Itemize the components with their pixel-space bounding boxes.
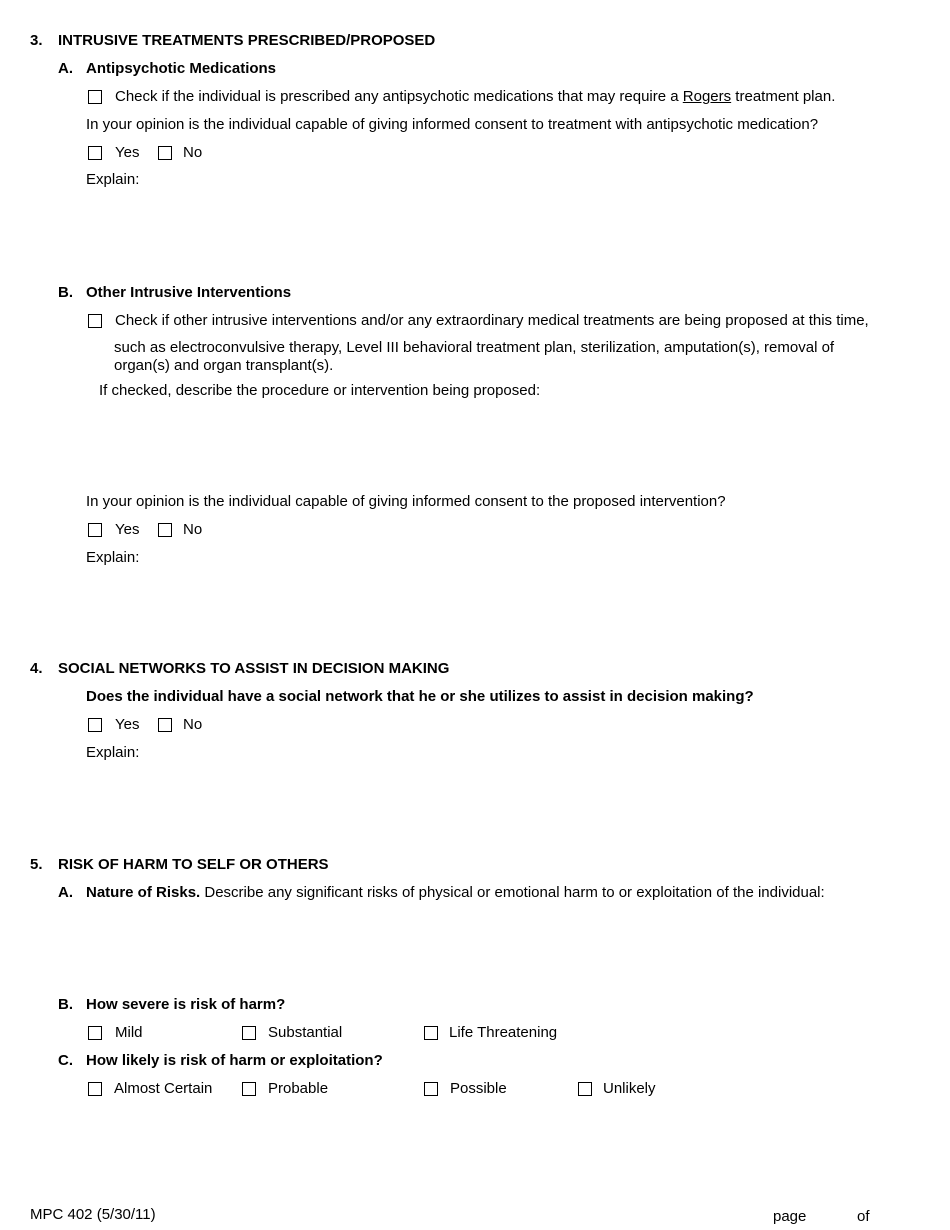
intrusive-check-line-2: such as electroconvulsive therapy, Level III behavioral treatment plan, sterilization, amputation(s), removal of [114, 339, 835, 356]
section-4-title: SOCIAL NETWORKS TO ASSIST IN DECISION MAKING [58, 660, 450, 677]
section-3-title: INTRUSIVE TREATMENTS PRESCRIBED/PROPOSED [58, 32, 436, 49]
antipsychotic-yes-label: Yes [115, 144, 140, 161]
antipsychotic-rogers-checkbox[interactable] [88, 90, 102, 104]
intrusive-yes-checkbox[interactable] [88, 523, 102, 537]
severity-mild-label: Mild [115, 1024, 143, 1041]
section-3-number: 3. [30, 32, 43, 49]
antipsychotic-check-text: Check if the individual is prescribed any antipsychotic medications that may require a Rogers treatment plan. [115, 88, 836, 105]
severity-life-threatening-checkbox[interactable] [424, 1026, 438, 1040]
likelihood-possible-checkbox[interactable] [424, 1082, 438, 1096]
section-3b-letter: B. [58, 284, 73, 301]
intrusive-describe-label: If checked, describe the procedure or intervention being proposed: [99, 382, 541, 399]
likelihood-possible-label: Possible [450, 1080, 507, 1097]
likelihood-probable-label: Probable [268, 1080, 329, 1097]
antipsychotic-yes-checkbox[interactable] [88, 146, 102, 160]
intrusive-consent-question: In your opinion is the individual capable of giving informed consent to the proposed intervention? [86, 493, 726, 510]
intrusive-check-line-3: organ(s) and organ transplant(s). [114, 357, 334, 374]
likelihood-unlikely-checkbox[interactable] [578, 1082, 592, 1096]
antipsychotic-explain-label: Explain: [86, 171, 140, 188]
social-network-no-label: No [183, 716, 203, 733]
social-network-explain-label: Explain: [86, 744, 140, 761]
antipsychotic-no-label: No [183, 144, 203, 161]
intrusive-yes-label: Yes [115, 521, 140, 538]
form-id: MPC 402 (5/30/11) [30, 1206, 156, 1223]
page-label: page [773, 1208, 807, 1225]
intrusive-no-label: No [183, 521, 203, 538]
severity-question: How severe is risk of harm? [86, 996, 286, 1013]
section-5-number: 5. [30, 856, 43, 873]
nature-of-risks-text: Nature of Risks. Describe any significant risks of physical or emotional harm to or exploitation of the individual: [86, 884, 825, 901]
severity-mild-checkbox[interactable] [88, 1026, 102, 1040]
intrusive-intervention-checkbox[interactable] [88, 314, 102, 328]
likelihood-probable-checkbox[interactable] [242, 1082, 256, 1096]
antipsychotic-no-checkbox[interactable] [158, 146, 172, 160]
social-network-question: Does the individual have a social network that he or she utilizes to assist in decision making? [86, 688, 754, 705]
section-4-number: 4. [30, 660, 43, 677]
severity-substantial-label: Substantial [268, 1024, 343, 1041]
antipsychotic-consent-question: In your opinion is the individual capable of giving informed consent to treatment with antipsychotic medication? [86, 116, 819, 133]
intrusive-no-checkbox[interactable] [158, 523, 172, 537]
intrusive-check-line-1: Check if other intrusive interventions and/or any extraordinary medical treatments are being proposed at this time, [115, 312, 869, 329]
likelihood-almost-certain-label: Almost Certain [114, 1080, 213, 1097]
social-network-no-checkbox[interactable] [158, 718, 172, 732]
severity-life-threatening-label: Life Threatening [449, 1024, 558, 1041]
section-5-title: RISK OF HARM TO SELF OR OTHERS [58, 856, 329, 873]
likelihood-almost-certain-checkbox[interactable] [88, 1082, 102, 1096]
social-network-yes-checkbox[interactable] [88, 718, 102, 732]
section-5c-letter: C. [58, 1052, 73, 1069]
severity-substantial-checkbox[interactable] [242, 1026, 256, 1040]
likelihood-unlikely-label: Unlikely [603, 1080, 656, 1097]
section-3a-title: Antipsychotic Medications [86, 60, 277, 77]
section-3a-letter: A. [58, 60, 73, 77]
section-3b-title: Other Intrusive Interventions [86, 284, 292, 301]
page-of-label: of [857, 1208, 870, 1225]
social-network-yes-label: Yes [115, 716, 140, 733]
section-5a-letter: A. [58, 884, 73, 901]
intrusive-explain-label: Explain: [86, 549, 140, 566]
likelihood-question: How likely is risk of harm or exploitation? [86, 1052, 383, 1069]
section-5b-letter: B. [58, 996, 73, 1013]
